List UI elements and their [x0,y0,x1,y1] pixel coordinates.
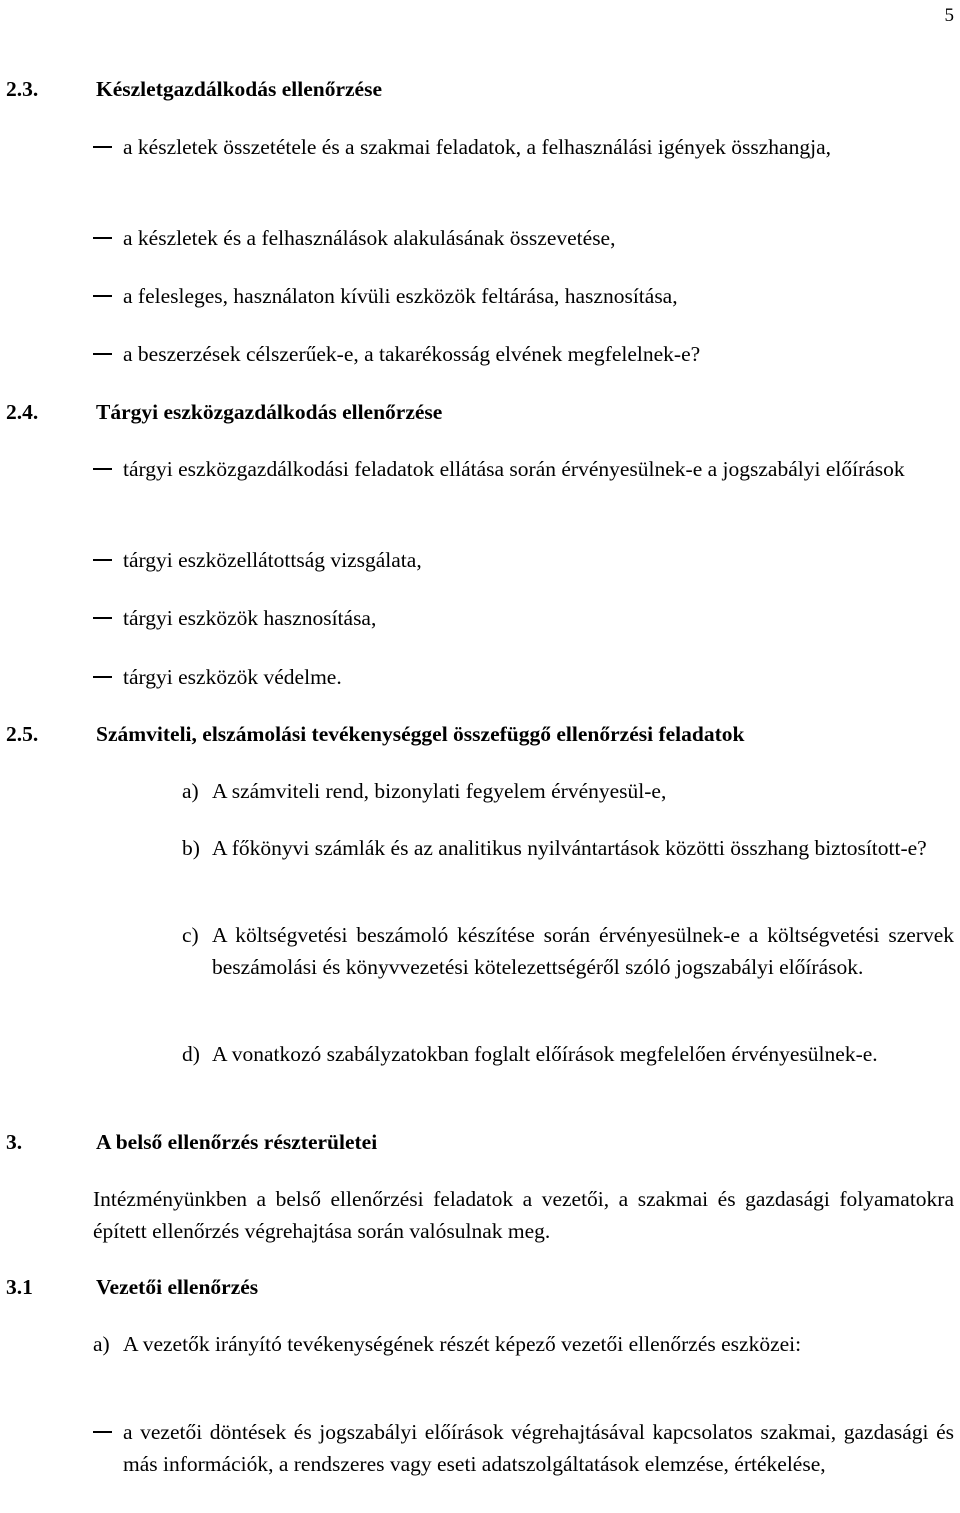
list-item [93,453,954,485]
dash-bullet-icon [93,617,112,619]
section-number: 2.5. [6,722,39,746]
dash-bullet-icon [93,1431,112,1433]
dash-bullet-icon [93,353,112,355]
list-item-text: tárgyi eszközök hasznosítása, [123,606,377,630]
list-item [93,280,954,312]
list-item-text: a készletek összetétele és a szakmai feladatok, a felhasználási igények összhangja, [123,135,831,159]
list-item-text: a készletek és a felhasználások alakulásának összevetése, [123,226,616,250]
page-number: 5 [944,5,954,26]
list-item-label: d) [182,1042,200,1066]
list-item-label: b) [182,836,200,860]
section-number: 2.4. [6,400,39,424]
list-item [182,1038,954,1070]
list-item [93,1416,954,1480]
list-item [93,131,954,163]
section-heading-2-3 [6,73,906,105]
section-title: Készletgazdálkodás ellenőrzése [96,77,383,101]
list-item [182,775,954,807]
dash-bullet-icon [93,559,112,561]
dash-bullet-icon [93,237,112,239]
sub-item-label: a) [93,1332,110,1356]
dash-bullet-icon [93,295,112,297]
paragraph: Intézményünkben a belső ellenőrzési feladatok a vezetői, a szakmai és gazdasági folyamatokra épített ellenőrzés végrehajtása során valósulnak meg. [93,1187,954,1243]
list-item [93,222,954,254]
section-number: 3.1 [6,1275,33,1299]
list-item-text: A vonatkozó szabályzatokban foglalt előírások megfelelően érvényesülnek-e. [212,1042,878,1066]
list-item-text: tárgyi eszközök védelme. [123,665,342,689]
dash-bullet-icon [93,676,112,678]
section-heading-3-1 [6,1271,906,1303]
list-item [93,661,954,693]
list-item-text: A költségvetési beszámoló készítése során érvényesülnek-e a költségvetési szervek beszámolási és könyvvezetési kötelezettségéről szóló jogszabályi előírások. [212,923,954,979]
list-item-label: c) [182,923,199,947]
section-heading-2-4 [6,396,906,428]
list-item-text: tárgyi eszközellátottság vizsgálata, [123,548,422,572]
list-item [93,544,954,576]
section-title: Vezetői ellenőrzés [96,1275,259,1299]
list-item-text: tárgyi eszközgazdálkodási feladatok ellátása során érvényesülnek-e a jogszabályi előírások [123,457,905,481]
sub-item [93,1328,954,1360]
section-title: Tárgyi eszközgazdálkodás ellenőrzése [96,400,443,424]
list-item-text: a vezetői döntések és jogszabályi előírások végrehajtásával kapcsolatos szakmai, gazdasági és más információk, a rendszeres vagy eseti adatszolgáltatások elemzése, értékelése, [123,1420,954,1476]
section-number: 2.3. [6,77,39,101]
sub-item-text: A vezetők irányító tevékenységének részét képező vezetői ellenőrzés eszközei: [123,1332,802,1356]
section-title: Számviteli, elszámolási tevékenységgel összefüggő ellenőrzési feladatok [96,722,745,746]
list-item [93,338,954,370]
dash-bullet-icon [93,146,112,148]
list-item [182,832,954,864]
dash-bullet-icon [93,468,112,470]
section-heading-2-5 [6,718,956,750]
list-item [93,602,954,634]
section-title: A belső ellenőrzés részterületei [96,1130,378,1154]
section-heading-3 [6,1126,906,1158]
list-item-text: A számviteli rend, bizonylati fegyelem érvényesül-e, [212,779,667,803]
list-item-label: a) [182,779,199,803]
list-item [182,919,954,983]
section-number: 3. [6,1130,23,1154]
list-item-text: a felesleges, használaton kívüli eszközök feltárása, hasznosítása, [123,284,678,308]
list-item-text: a beszerzések célszerűek-e, a takarékosság elvének megfelelnek-e? [123,342,701,366]
list-item-text: A főkönyvi számlák és az analitikus nyilvántartások közötti összhang biztosított-e? [212,836,927,860]
